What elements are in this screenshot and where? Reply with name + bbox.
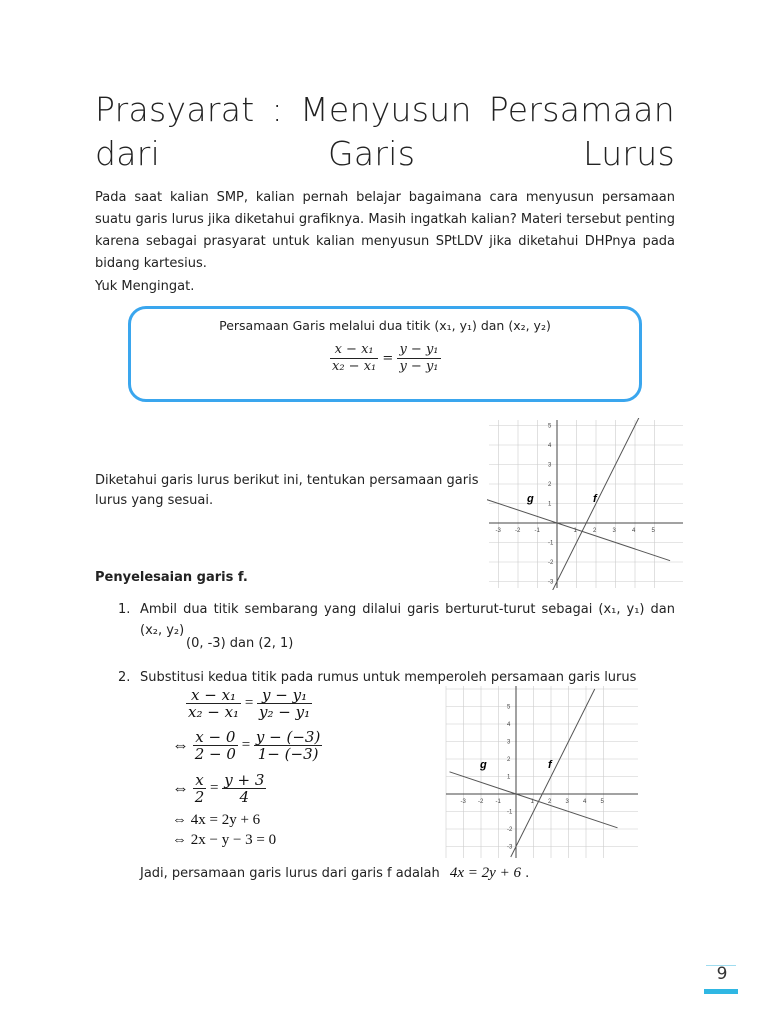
x-tick-label: 5 — [600, 799, 604, 805]
y-tick-label: 5 — [548, 423, 552, 430]
step-1-text: Ambil dua titik sembarang yang dilalui garis berturut-turut sebagai (x₁, y₁) dan (x₂, y₂) — [140, 602, 675, 638]
two-point-formula — [330, 342, 450, 375]
y-tick-label: 2 — [548, 482, 552, 488]
r2-right-den: 1− (−3) — [257, 745, 319, 763]
y-tick-label: -3 — [548, 579, 554, 586]
r2-right-num: y − (−3) — [255, 728, 321, 746]
page-title — [95, 88, 675, 176]
formula-rhs-denominator: y − y₁ — [399, 359, 439, 374]
formula-lhs-denominator: x₂ − x₁ — [332, 359, 377, 374]
graph-top — [487, 418, 685, 590]
title-line-1: Prasyarat : Menyusun Persamaan — [95, 90, 675, 129]
graph-top-grid — [487, 418, 683, 590]
x-tick-label: 4 — [632, 528, 636, 534]
x-tick-label: 5 — [651, 528, 655, 534]
y-tick-label: -3 — [507, 844, 513, 851]
x-tick-label: 3 — [612, 528, 616, 534]
step-2-number: 2. — [118, 670, 131, 685]
y-tick-label: 3 — [548, 462, 552, 469]
x-tick-label: -2 — [515, 528, 521, 534]
y-tick-label: -2 — [507, 827, 513, 833]
y-tick-label: -1 — [507, 809, 513, 816]
x-tick-label: -3 — [460, 799, 466, 805]
page-number-accent-bar — [704, 989, 738, 994]
graph-top-label-g: g — [527, 493, 534, 505]
y-tick-label: 4 — [548, 443, 552, 449]
r3-left-num: x — [193, 772, 207, 789]
r2-eq: = — [241, 737, 251, 753]
r2-left-num: x − 0 — [193, 729, 238, 746]
graph-bottom-tick-labels — [461, 705, 605, 851]
y-tick-label: 4 — [507, 722, 511, 728]
solution-heading: Penyelesaian garis f. — [95, 570, 248, 585]
r3-iff: ⇔ — [172, 778, 189, 798]
graph-top-tick-labels — [496, 424, 656, 586]
derivation-row-1 — [186, 687, 312, 720]
y-tick-label: 3 — [507, 739, 511, 746]
x-tick-label: -2 — [478, 799, 484, 805]
graph-bottom-axes — [446, 686, 638, 858]
conclusion-text: Jadi, persamaan garis lurus dari garis f adalah — [140, 866, 440, 881]
r1-right-num: y − y₁ — [257, 687, 312, 704]
yuk-mengingat: Yuk Mengingat. — [95, 279, 195, 294]
y-tick-label: -1 — [548, 540, 554, 547]
step-2-text: Substitusi kedua titik pada rumus untuk memperoleh persamaan garis lurus — [140, 670, 637, 685]
r1-eq: = — [244, 695, 254, 711]
formula-rhs-numerator: y − y₁ — [399, 342, 439, 357]
derivation-row-2 — [172, 729, 322, 762]
x-tick-label: -1 — [495, 799, 501, 805]
graph-top-line-f — [551, 418, 645, 590]
x-tick-label: 4 — [583, 799, 587, 805]
y-tick-label: 1 — [548, 501, 552, 508]
formula-caption: Persamaan Garis melalui dua titik (x₁, y₁) dan (x₂, y₂) — [219, 318, 551, 333]
graph-bottom-label-g: g — [480, 759, 487, 771]
x-tick-label: 2 — [593, 528, 597, 534]
title-line-2: dari Garis Lurus — [95, 134, 675, 173]
formula-equals: = — [382, 351, 394, 366]
graph-bottom — [444, 684, 640, 860]
formula-lhs-numerator: x − x₁ — [330, 342, 378, 359]
question-text: Diketahui garis lurus berikut ini, tentukan persamaan garis lurus yang sesuai. — [95, 473, 479, 508]
conclusion — [140, 863, 529, 884]
graph-top-label-f: f — [593, 493, 597, 505]
x-tick-label: -1 — [534, 528, 540, 534]
x-tick-label: 2 — [548, 799, 552, 805]
x-tick-label: 1 — [573, 528, 577, 534]
r1-left-num: x − x₁ — [186, 687, 241, 704]
step-1-number: 1. — [118, 602, 131, 617]
y-tick-label: 1 — [507, 774, 511, 781]
graph-bottom-grid — [446, 686, 638, 860]
r2-left-den: 2 − 0 — [194, 745, 236, 763]
derivation-row-4: ⇔ 4x = 2y + 6 — [172, 812, 261, 828]
graph-bottom-label-f: f — [548, 759, 552, 771]
conclusion-period: . — [525, 866, 530, 881]
graph-bottom-line-f — [511, 689, 595, 857]
r1-left-den: x₂ − x₁ — [188, 703, 240, 721]
intro-paragraph: Pada saat kalian SMP, kalian pernah belajar bagaimana cara menyusun persamaan suatu garis lurus jika diketahui grafiknya. Masih ingatkah kalian? Materi tersebut penting karena sebagai prasyarat untuk kalian menyusun SPtLDV jika diketahui DHPnya pada bidang kartesius. — [95, 190, 675, 271]
r3-eq: = — [210, 780, 219, 796]
r3-right-num: y + 3 — [224, 771, 265, 789]
derivation-row-5: ⇔ 2x − y − 3 = 0 — [172, 832, 277, 848]
r1-right-den: y₂ − y₁ — [259, 703, 311, 721]
derivation-row-3 — [172, 772, 266, 805]
y-tick-label: -2 — [548, 560, 554, 566]
r2-iff: ⇔ — [172, 735, 189, 755]
conclusion-equation: 4x = 2y + 6 — [449, 865, 521, 881]
x-tick-label: 1 — [530, 799, 534, 805]
page-number: 9 — [716, 964, 728, 984]
r3-right-den: 4 — [239, 788, 250, 806]
r3-left-den: 2 — [194, 788, 205, 806]
step-1-points: (0, -3) dan (2, 1) — [186, 636, 294, 651]
x-tick-label: -3 — [495, 528, 501, 534]
x-tick-label: 3 — [565, 799, 569, 805]
y-tick-label: 2 — [507, 757, 511, 763]
y-tick-label: 5 — [507, 704, 511, 711]
